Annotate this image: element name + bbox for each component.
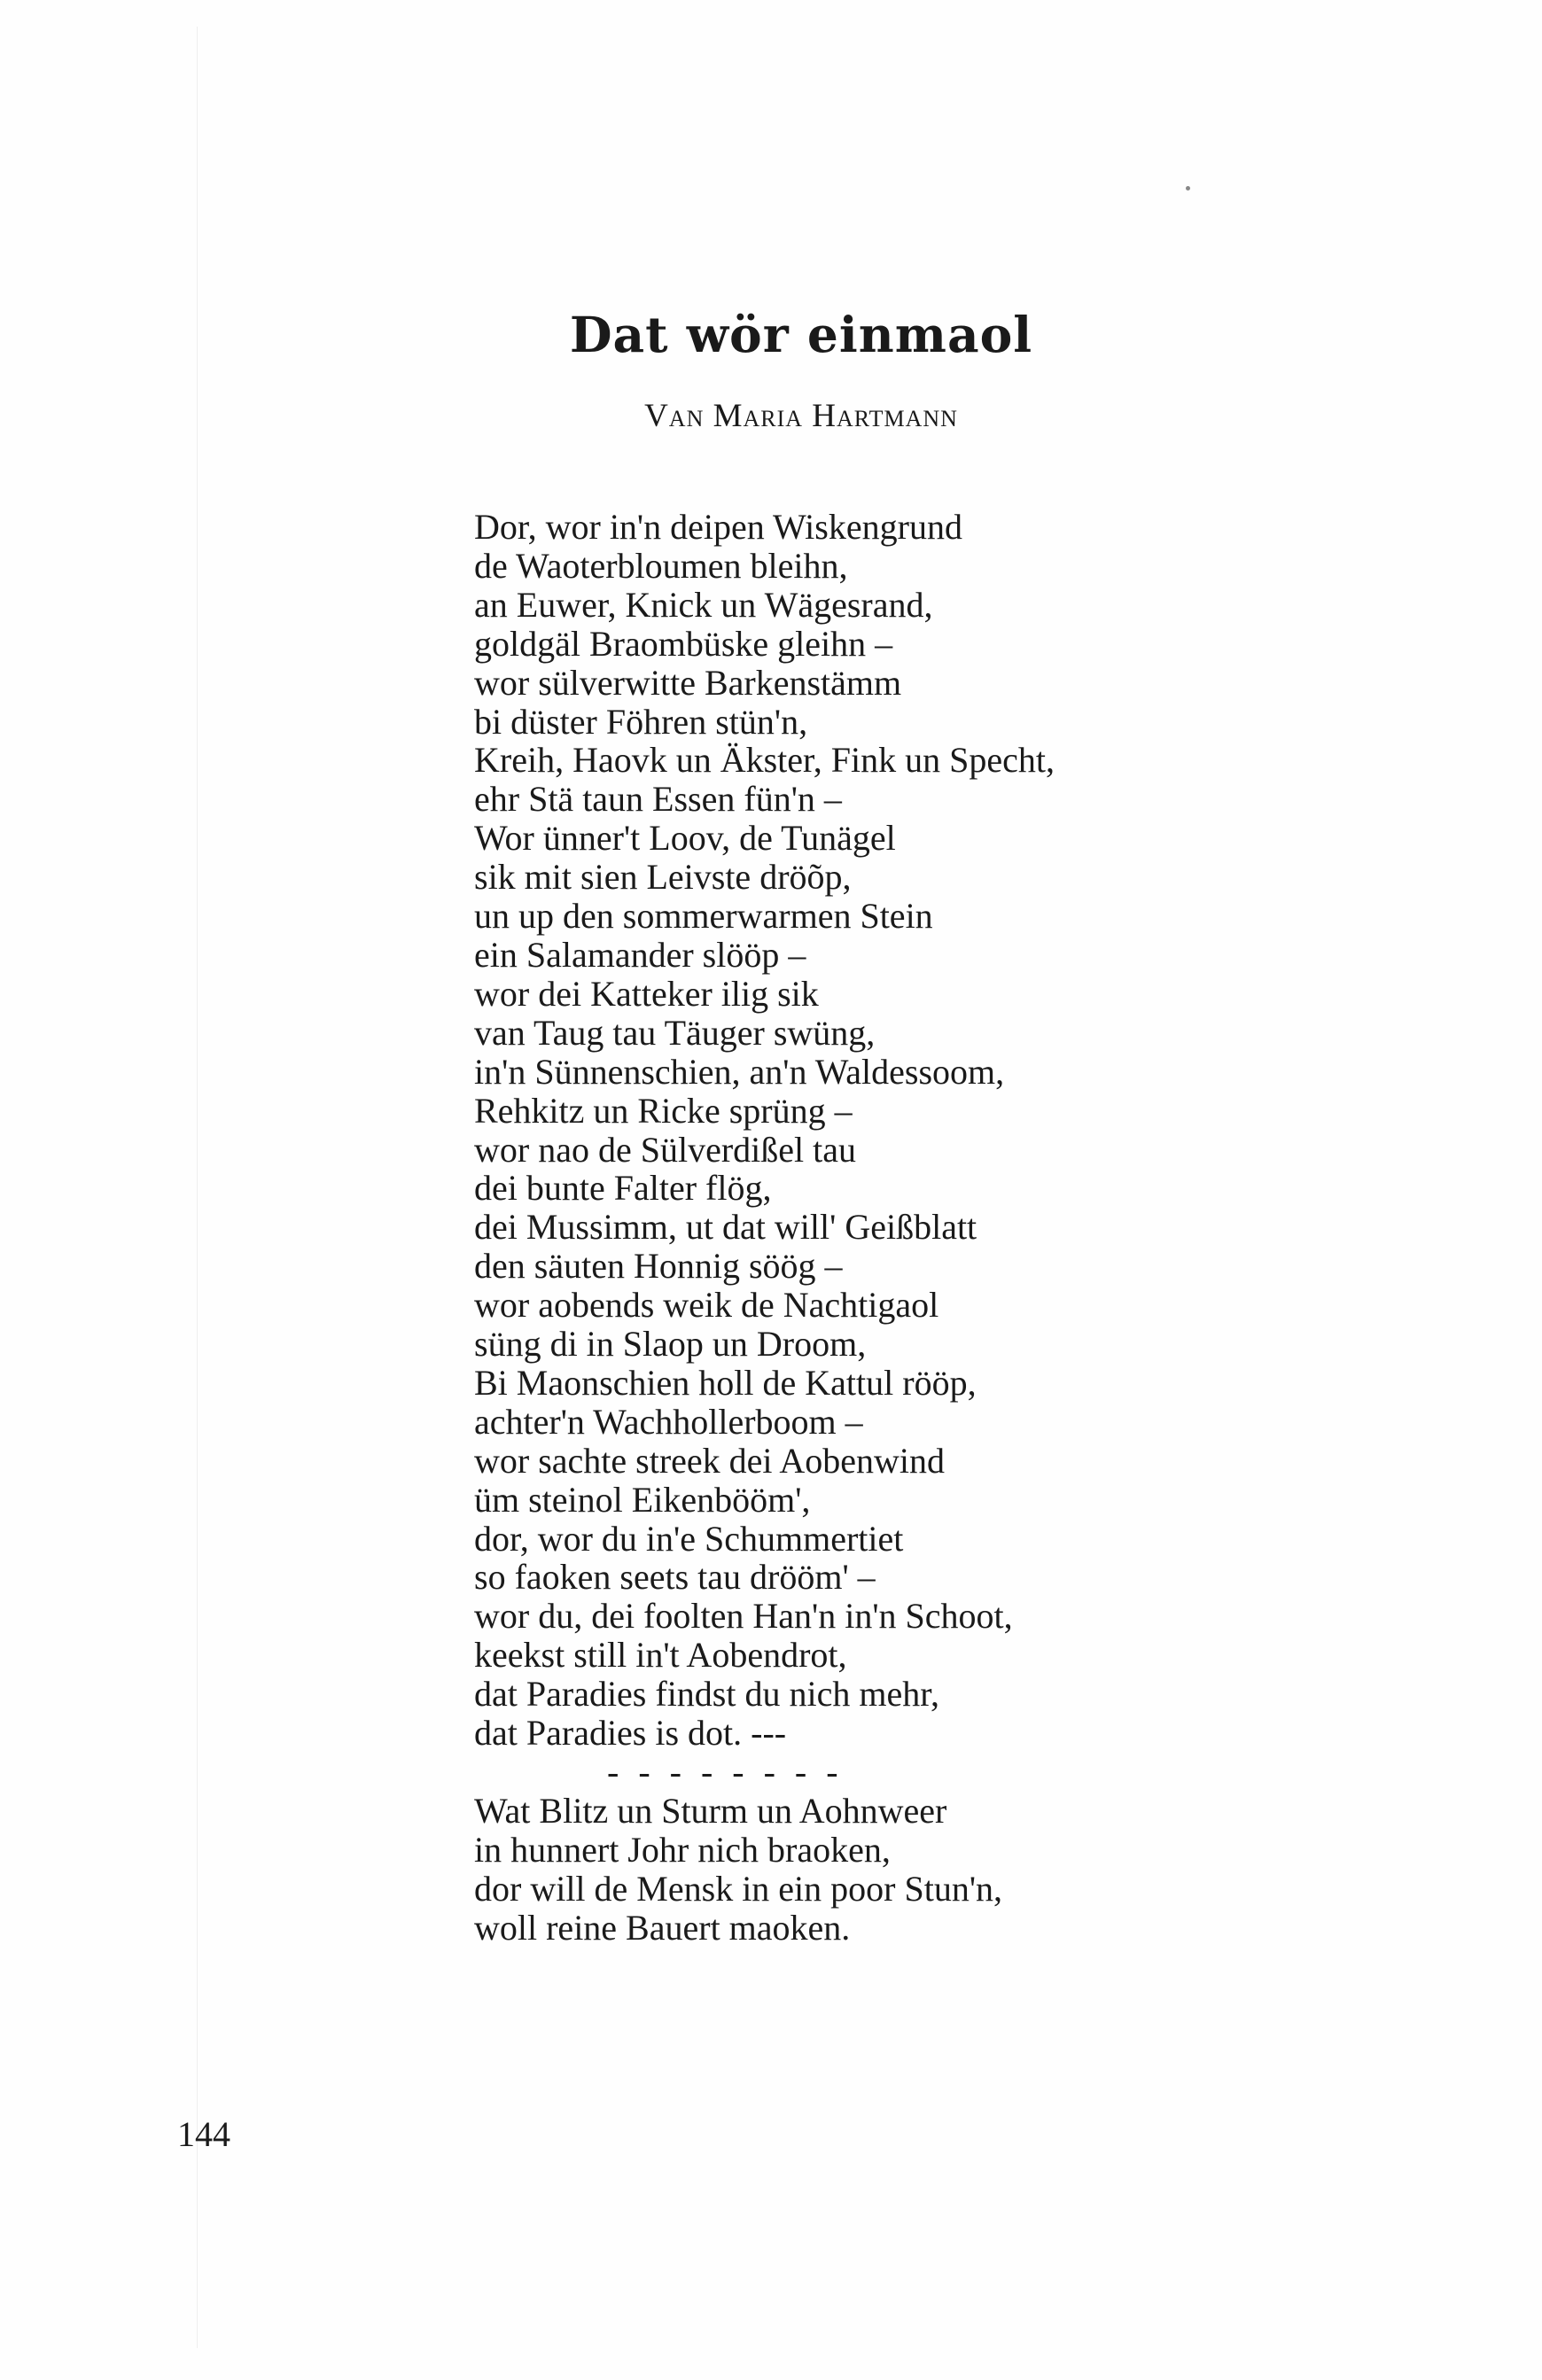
poem-line: Rehkitz un Ricke sprüng –	[474, 1090, 853, 1131]
poem-line: dei Mussimm, ut dat will' Geißblatt	[474, 1207, 977, 1248]
poem-line: wor nao de Sülverdißel tau	[474, 1129, 856, 1170]
poem-line: üm steinol Eikenbööm',	[474, 1479, 811, 1520]
poem-line: dat Paradies is dot. ---	[474, 1713, 787, 1754]
poem-line: so faoken seets tau drööm' –	[474, 1557, 876, 1598]
poem-line: dei bunte Falter flög,	[474, 1168, 772, 1209]
poem-line: keekst still in't Aobendrot,	[474, 1635, 847, 1676]
poem-line: Wor ünner't Loov, de Tunägel	[474, 818, 896, 859]
poem-line: an Euwer, Knick un Wägesrand,	[474, 584, 933, 625]
poem-line: de Waoterbloumen bleihn,	[474, 545, 848, 586]
poem-line: ehr Stä taun Essen fün'n –	[474, 779, 842, 820]
poem-line: ein Salamander slööp –	[474, 934, 806, 975]
poem-line: in'n Sünnenschien, an'n Waldessoom,	[474, 1051, 1005, 1092]
poem-line: wor aobends weik de Nachtigaol	[474, 1285, 939, 1326]
poem-line: wor sachte streek dei Aobenwind	[474, 1440, 945, 1481]
poem-line: Kreih, Haovk un Äkster, Fink un Specht,	[474, 740, 1055, 781]
poem-line: goldgäl Braombüske gleihn –	[474, 623, 893, 664]
poem-line: wor dei Katteker ilig sik	[474, 973, 819, 1014]
poem-body	[474, 508, 1055, 1948]
page-number: 144	[177, 2114, 230, 2154]
poem-line: Bi Maonschien holl de Kattul rööp,	[474, 1362, 977, 1403]
poem-line: Dor, wor in'n deipen Wiskengrund	[474, 507, 962, 547]
poem-closing-line: Wat Blitz un Sturm un Aohnweer	[474, 1790, 947, 1831]
poem-author: Van Maria Hartmann	[644, 398, 958, 434]
poem-closing-line: in hunnert Johr nich braoken,	[474, 1829, 891, 1870]
poem-title: Dat wör einmaol	[569, 306, 1033, 363]
poem-line: süng di in Slaop un Droom,	[474, 1324, 867, 1365]
dust-speck	[1186, 186, 1190, 191]
poem-line: wor sülverwitte Barkenstämm	[474, 662, 902, 703]
gutter-shadow	[197, 27, 198, 2348]
poem-closing-line: woll reine Bauert maoken.	[474, 1907, 851, 1948]
poem-line: achter'n Wachhollerboom –	[474, 1401, 863, 1442]
poem-line: dor, wor du in'e Schummertiet	[474, 1518, 904, 1559]
poem-closing-line: dor will de Mensk in ein poor Stun'n,	[474, 1868, 1003, 1909]
poem-line: bi düster Föhren stün'n,	[474, 701, 808, 742]
poem-line: un up den sommerwarmen Stein	[474, 896, 933, 937]
poem-line: van Taug tau Täuger swüng,	[474, 1012, 876, 1053]
poem-line: den säuten Honnig söög –	[474, 1246, 843, 1287]
stanza-separator: - - - - - - - -	[607, 1752, 844, 1792]
poem-line: dat Paradies findst du nich mehr,	[474, 1674, 939, 1715]
poem-line: sik mit sien Leivste dröõp,	[474, 857, 852, 898]
poem-line: wor du, dei foolten Han'n in'n Schoot,	[474, 1596, 1013, 1637]
